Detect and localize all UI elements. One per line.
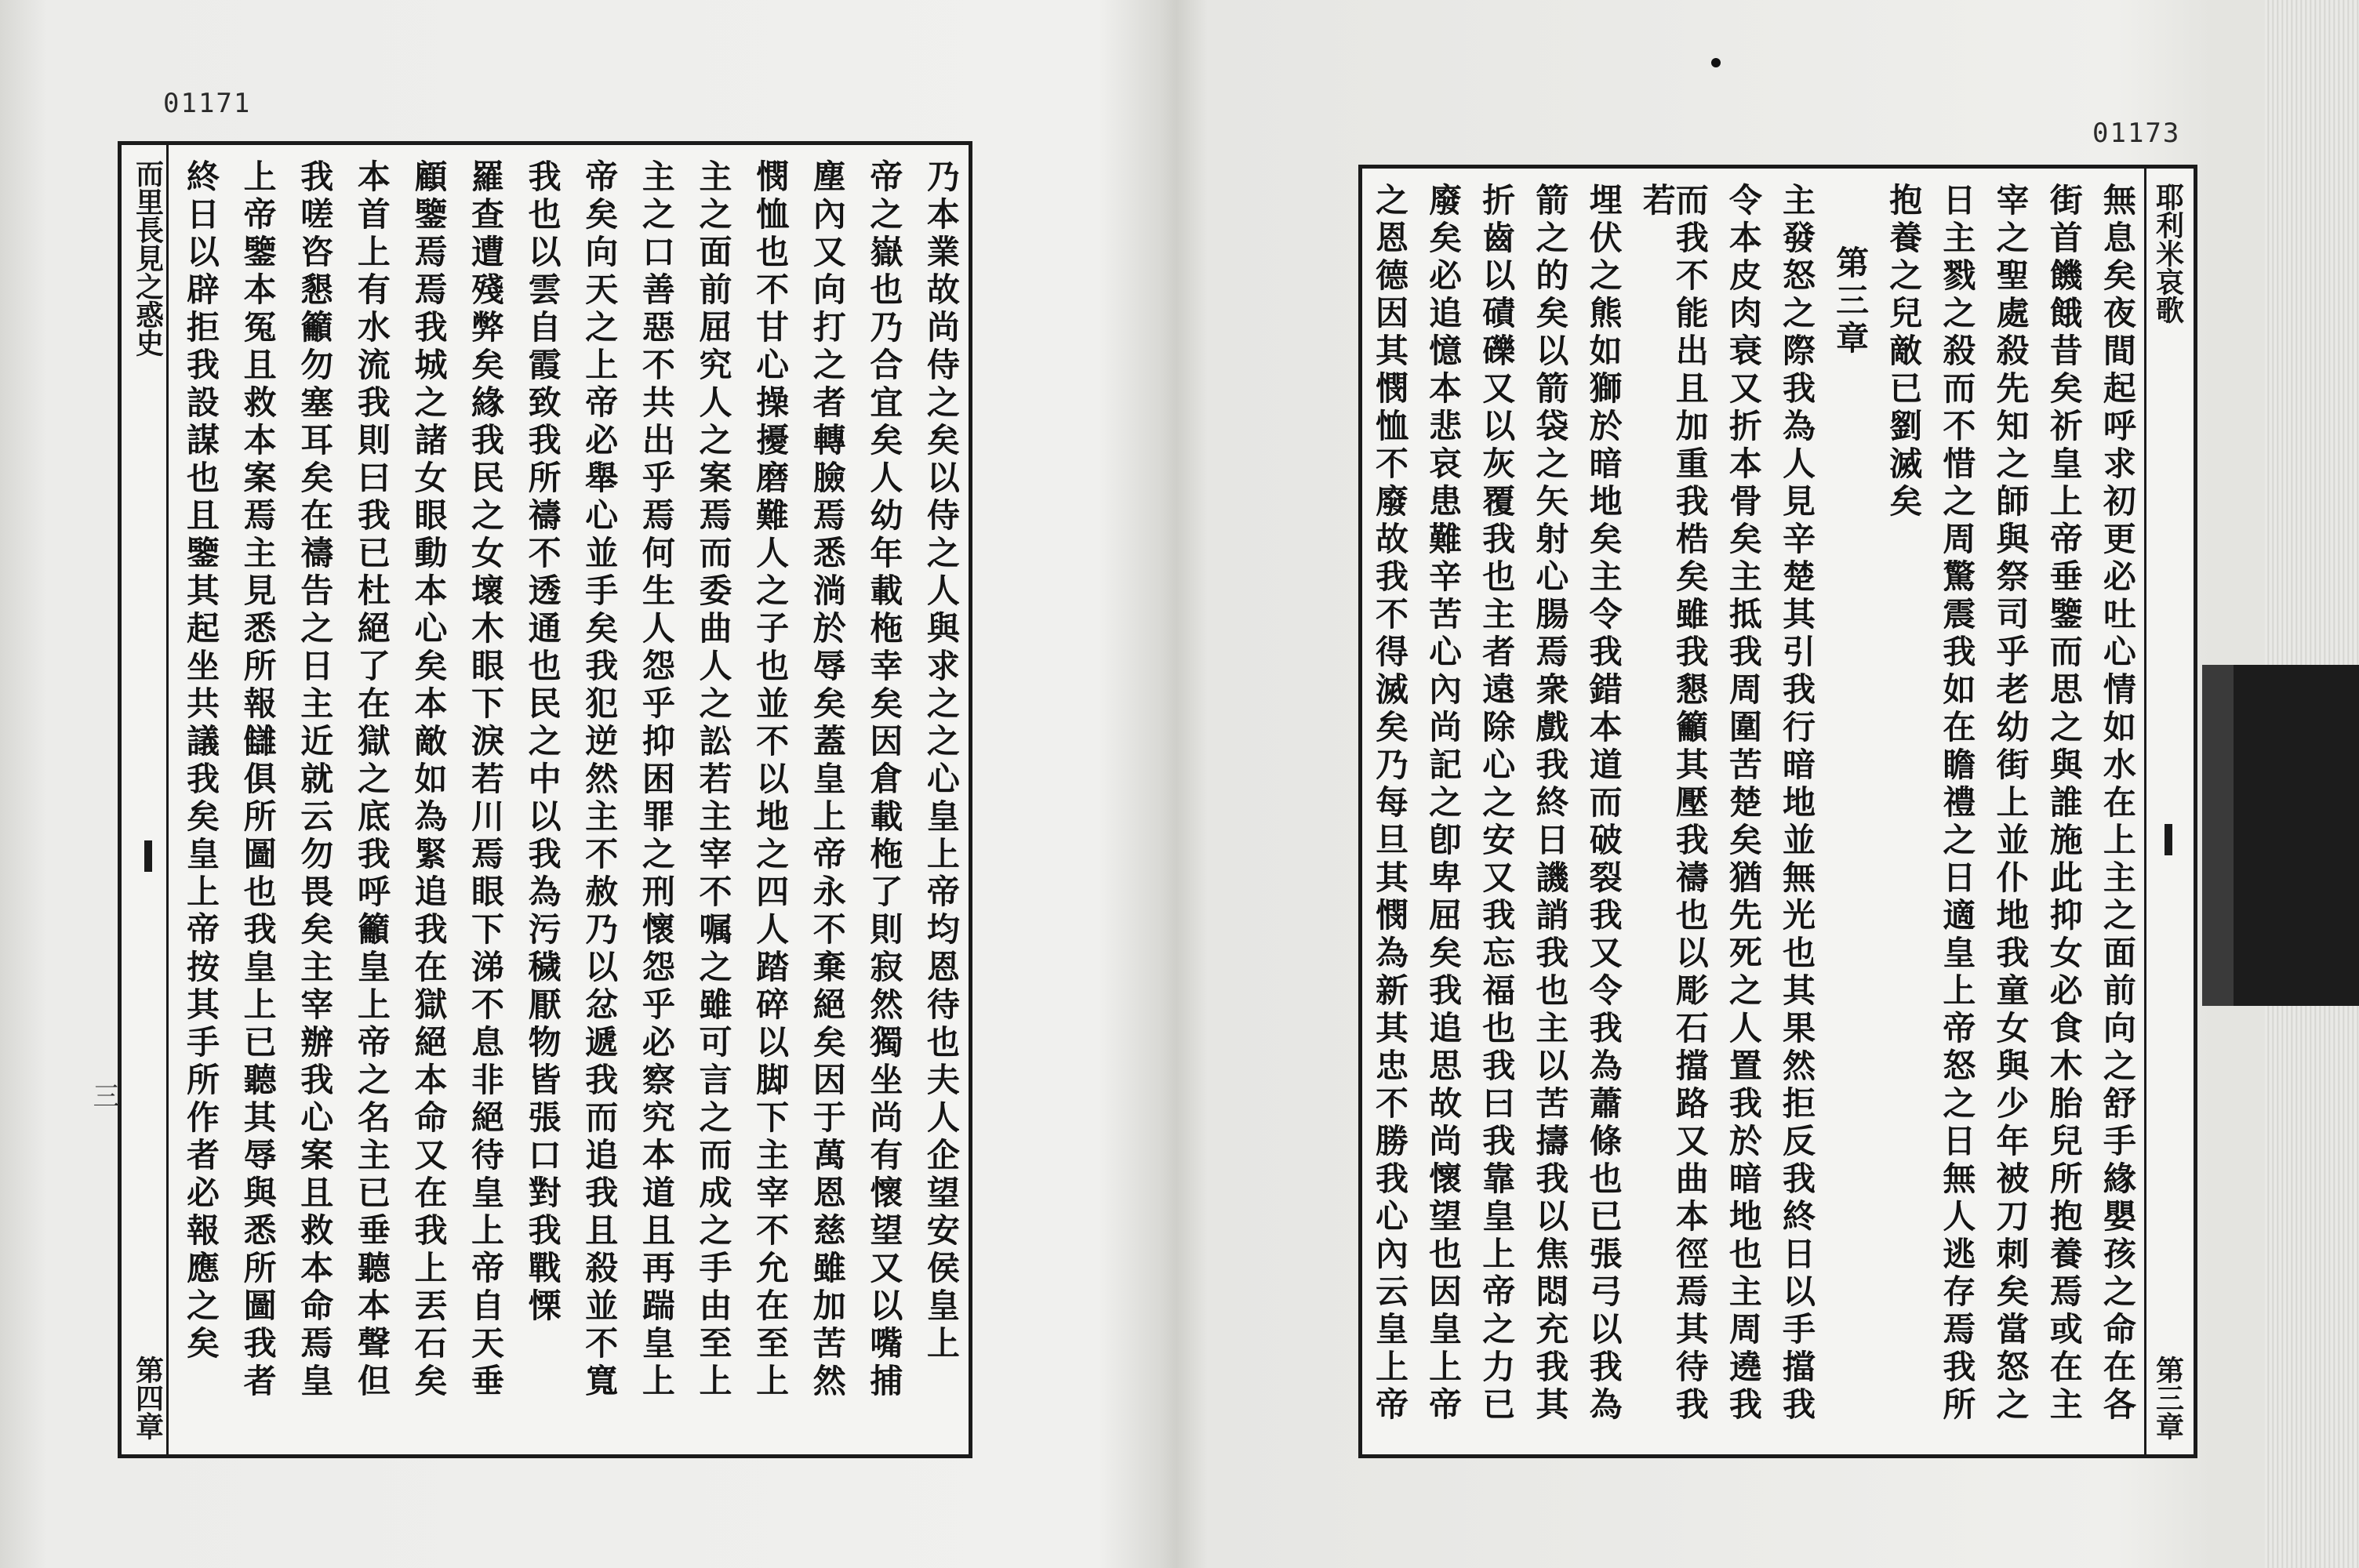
chapter-heading: 第三章 bbox=[1831, 245, 1870, 358]
text-column: 折齒以磧礫又以灰覆我也主者遠除心之安又我忘福也我曰我靠皇上帝之力已 bbox=[1478, 183, 1517, 1425]
text-column: 箭之的矣以箭袋之矢射心腸焉衆戲我終日譏誚我也主以苦擣我以焦悶充我其 bbox=[1531, 183, 1570, 1425]
text-column: 日主戮之殺而不惜之周驚震我如在瞻禮之日適皇上帝怒之日無人逃存焉我所 bbox=[1938, 183, 1977, 1425]
text-column: 主之口善惡不共出乎焉何生人怨乎抑困罪之刑懷怨乎必察究本道且再踹皇上 bbox=[637, 159, 676, 1401]
text-column: 帝矣向天之上帝必舉心並手矣我犯逆然主不赦乃以忿遞我而追我且殺並不寬 bbox=[580, 159, 620, 1401]
text-column: 顧鑒焉焉我城之諸女眼動本心矣本敵如為緊追我在獄絕本命又在我上丟石矣 bbox=[409, 159, 449, 1401]
right-text-block bbox=[1358, 165, 2197, 1458]
text-column: 而我不能出且加重我梏矣雖我懇籲其壓我禱也以彫石擋路又曲本徑焉其待我若 bbox=[1637, 183, 1710, 1425]
text-column: 主之面前屈究人之案焉而委曲人之訟若主宰不嘱之雖可言之而成之手由至上 bbox=[694, 159, 733, 1401]
text-column: 帝之嶽也乃合宜矣人幼年載柂幸矣因倉載柂了則寂然獨坐尚有懷望又以嘴捕 bbox=[865, 159, 904, 1401]
text-column: 之恩德因其憫恤不廢故我不得滅矣乃每旦其憫為新其忠不勝我心內云皇上帝 bbox=[1371, 183, 1409, 1425]
left-page-number: 01171 bbox=[163, 88, 252, 119]
text-column: 主發怒之際我為人見辛楚其引我行暗地並無光也其果然拒反我終日以手擋我 bbox=[1777, 183, 1816, 1425]
text-column: 街首饑餓昔矣祈皇上帝垂鑒而思之與誰施此抑女必食木胎兒所抱養焉或在主 bbox=[2045, 183, 2084, 1425]
right-text-columns bbox=[1371, 183, 2137, 1443]
left-running-header bbox=[125, 145, 172, 1454]
left-text-block bbox=[118, 141, 972, 1458]
black-bookmark-tab bbox=[2202, 665, 2359, 1006]
right-page-number: 01173 bbox=[2092, 118, 2181, 149]
text-column: 塵內又向打之者轉臉焉悉淌於辱矣蓋皇上帝永不棄絕矣因于萬恩慈雖加苦然 bbox=[808, 159, 847, 1401]
left-margin-note: 三 bbox=[88, 1082, 119, 1109]
header-divider bbox=[144, 840, 152, 872]
text-column: 我也以雲自霞致我所禱不透通也民之中以我為污穢厭物皆張口對我戰慄 bbox=[523, 159, 562, 1326]
right-running-header bbox=[2146, 169, 2190, 1454]
ink-dot bbox=[1711, 58, 1721, 67]
text-column: 上帝鑒本冤且救本案焉主見悉所報讎俱所圖也我皇上已聽其辱與悉所圖我者 bbox=[238, 159, 278, 1401]
right-header-chapter: 第三章 bbox=[2151, 1356, 2185, 1440]
text-column: 廢矣必追憶本悲哀患難辛苦心內尚記之卽卑屈矣我追思故尚懷望也因皇上帝 bbox=[1424, 183, 1463, 1425]
text-column: 羅查遭殘弊矣緣我民之女壞木眼下淚若川焉眼下涕不息非絕待皇上帝自天垂 bbox=[467, 159, 506, 1401]
left-header-chapter: 第四章 bbox=[131, 1356, 165, 1440]
left-header-title: 而里長見之惑史 bbox=[131, 159, 165, 357]
text-column: 乃本業故尚侍之矣以侍之人與求之之心皇上帝均恩待也夫人企望安侯皇上 bbox=[921, 159, 961, 1363]
text-column: 抱養之兒敵已劉滅矣 bbox=[1885, 183, 1924, 521]
text-column: 宰之聖處殺先知之師與祭司乎老幼街上並仆地我童女與少年被刀刺矣當怒之 bbox=[1991, 183, 2030, 1425]
text-column: 我嗟咨懇籲勿塞耳矣在禱告之日主近就云勿畏矣主宰辦我心案且救本命焉皇 bbox=[296, 159, 335, 1401]
text-column: 本首上有水流我則曰我已杜絕了在獄之底我呼籲皇上帝之名主已垂聽本聲但 bbox=[352, 159, 391, 1401]
text-column: 令本皮肉衰又折本骨矣主抵我周圍苦楚矣猶先死之人置我於暗地也主周遶我 bbox=[1724, 183, 1763, 1425]
text-column: 終日以辟拒我設謀也且鑒其起坐共議我矣皇上帝按其手所作者必報應之矣 bbox=[182, 159, 220, 1363]
header-divider bbox=[2165, 824, 2172, 855]
right-header-title: 耶利米哀歌 bbox=[2151, 183, 2185, 324]
text-column: 無息矣夜間起呼求初更必吐心情如水在上主之面前向之舒手緣嬰孩之命在各 bbox=[2098, 183, 2137, 1425]
text-column: 憫恤也不甘心操擾磨難人之子也並不以地之四人踏碎以脚下主宰不允在至上 bbox=[751, 159, 791, 1401]
left-text-columns bbox=[182, 159, 961, 1443]
text-column: 埋伏之熊如獅於暗地矣主令我錯本道而破裂我又令我為蕭條也已張弓以我為 bbox=[1584, 183, 1623, 1425]
